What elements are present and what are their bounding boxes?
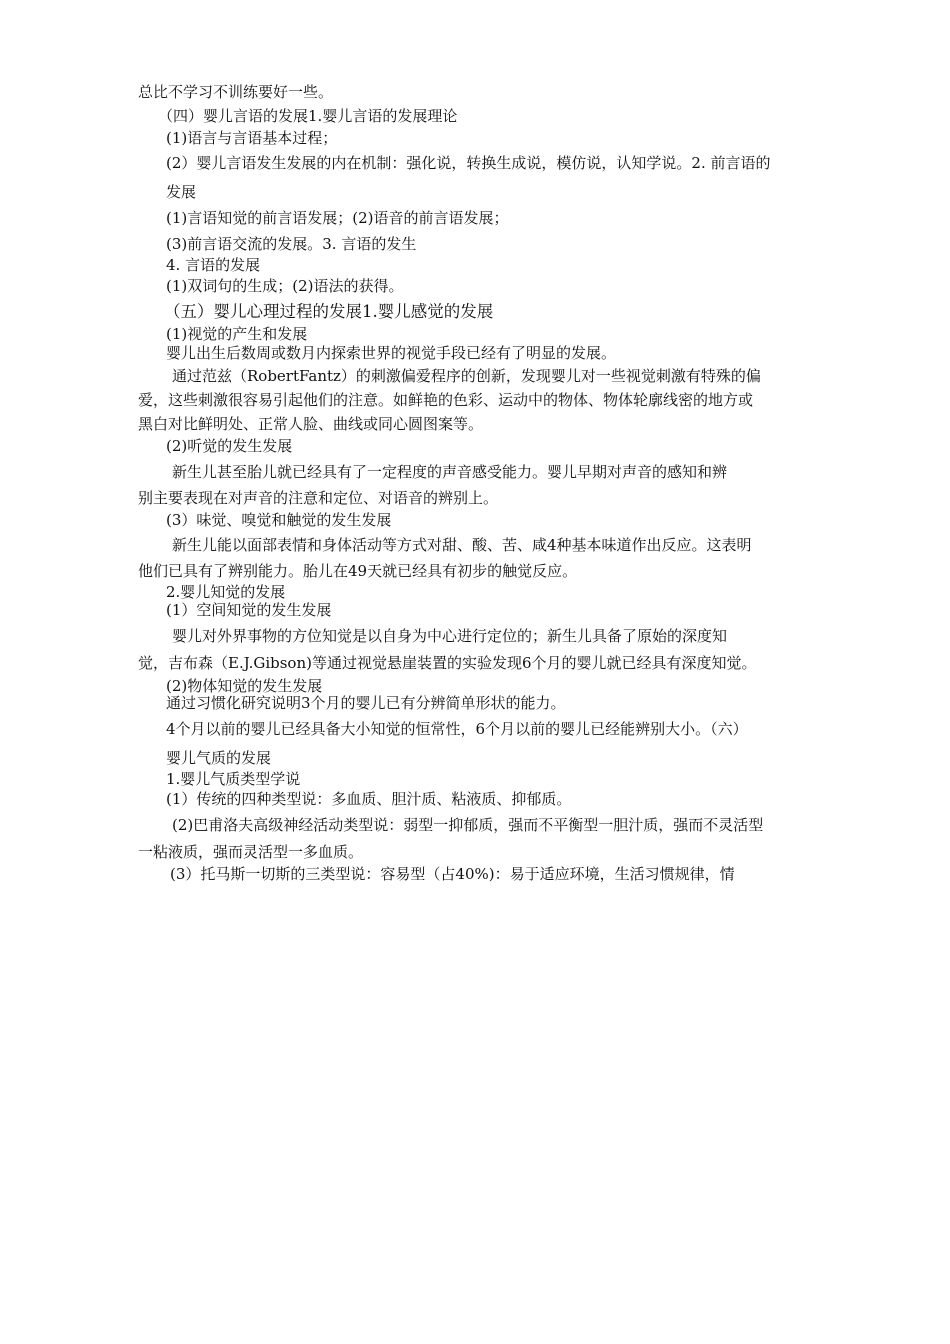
text-line: 爱，这些刺激很容易引起他们的注意。如鲜艳的色彩、运动中的物体、物体轮廓线密的地方或 — [138, 391, 754, 409]
text-line: 通过范兹（RobertFantz）的刺激偏爱程序的创新，发现婴儿对一些视觉刺激有特殊的偏 — [172, 367, 761, 385]
section-heading: （五）婴儿心理过程的发展1.婴儿感觉的发展 — [164, 302, 494, 321]
subheading: (1)视觉的产生和发展 — [166, 325, 308, 343]
text-line: 觉，吉布森（E.J.Gibson)等通过视觉悬崖装置的实验发现6个月的婴儿就已经具有深度知觉。 — [138, 654, 757, 672]
text-line: (3)前言语交流的发展。3. 言语的发生 — [166, 235, 417, 253]
text-line: 4. 言语的发展 — [166, 256, 261, 274]
text-line: (1)语言与言语基本过程； — [166, 129, 338, 147]
text-line: (2）婴儿言语发生发展的内在机制：强化说，转换生成说，模仿说，认知学说。2. 前言语的 — [166, 154, 771, 172]
subheading: (3）味觉、嗅觉和触觉的发生发展 — [166, 511, 392, 529]
subheading: 婴儿气质的发展 — [166, 749, 272, 767]
text-line: (2)巴甫洛夫高级神经活动类型说：弱型一抑郁质，强而不平衡型一胆汁质，强而不灵活型 — [172, 816, 764, 834]
text-line: (1）传统的四种类型说：多血质、胆汁质、粘液质、抑郁质。 — [166, 790, 572, 808]
text-line: (1)双词句的生成；(2)语法的获得。 — [166, 277, 404, 295]
text-line: 一粘液质，强而灵活型一多血质。 — [138, 843, 364, 861]
subheading: (2)听觉的发生发展 — [166, 437, 293, 455]
text-line: 婴儿对外界事物的方位知觉是以自身为中心进行定位的；新生儿具备了原始的深度知 — [172, 627, 728, 645]
text-line: 通过习惯化研究说明3个月的婴儿已有分辨简单形状的能力。 — [166, 694, 566, 712]
subheading: 1.婴儿气质类型学说 — [166, 770, 301, 788]
text-line: 发展 — [166, 183, 197, 201]
subheading: (1）空间知觉的发生发展 — [166, 601, 332, 619]
text-line: 新生儿甚至胎儿就已经具有了一定程度的声音感受能力。婴儿早期对声音的感知和辨 — [172, 463, 728, 481]
text-line: 总比不学习不训练要好一些。 — [138, 83, 334, 101]
subheading: (2)物体知觉的发生发展 — [166, 677, 323, 695]
subheading: 2.婴儿知觉的发展 — [166, 583, 286, 601]
text-line: 4个月以前的婴儿已经具备大小知觉的恒常性，6个月以前的婴儿已经能辨别大小。（六） — [166, 720, 748, 738]
text-line: 黑白对比鲜明处、正常人脸、曲线或同心圆图案等。 — [138, 415, 484, 433]
text-line: 别主要表现在对声音的注意和定位、对语音的辨别上。 — [138, 489, 499, 507]
text-line: 婴儿出生后数周或数月内探索世界的视觉手段已经有了明显的发展。 — [166, 344, 617, 362]
text-line: (1)言语知觉的前言语发展；(2)语音的前言语发展； — [166, 209, 509, 227]
section-heading: （四）婴儿言语的发展1.婴儿言语的发展理论 — [158, 107, 458, 125]
text-line: (3）托马斯一切斯的三类型说：容易型（占40%)：易于适应环境，生活习惯规律，情 — [170, 865, 735, 883]
text-line: 他们已具有了辨别能力。胎儿在49天就已经具有初步的触觉反应。 — [138, 562, 578, 580]
text-line: 新生儿能以面部表情和身体活动等方式对甜、酸、苦、咸4种基本味道作出反应。这表明 — [172, 536, 752, 554]
